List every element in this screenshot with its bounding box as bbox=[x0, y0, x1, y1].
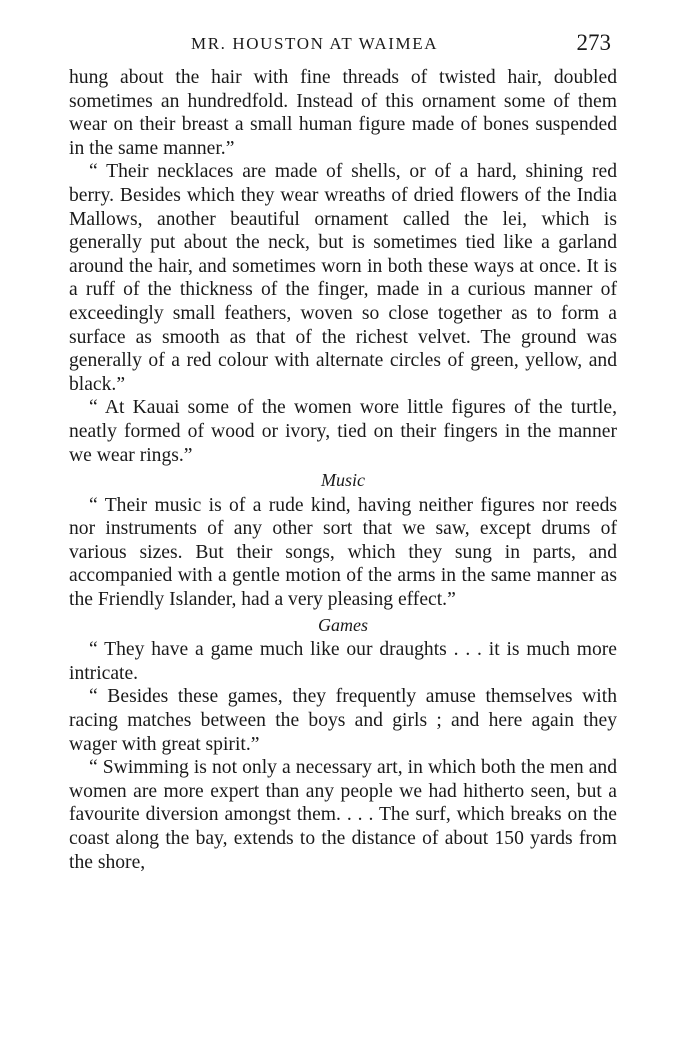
paragraph-draughts: “ They have a game much like our draughts . . . it is much more intricate. bbox=[69, 639, 617, 684]
paragraph-hair-ornaments: hung about the hair with fine threads of twisted hair, doubled sometimes an hundredfold. Instead of this ornament some of them wear on their breast a small human figure made of bones suspended in the same manner.” bbox=[69, 67, 617, 159]
book-page bbox=[69, 30, 617, 874]
running-title: MR. HOUSTON AT WAIMEA bbox=[191, 34, 439, 53]
paragraph-necklaces: “ Their necklaces are made of shells, or of a hard, shining red berry. Besides which they wear wreaths of dried flowers of the India Mallows, another beautiful ornament called the lei, which is generally put about the neck, but is sometimes tied like a garland around the hair, and sometimes worn in both these ways at once. It is a ruff of the thickness of the finger, made in a curious manner of exceedingly small feathers, woven so close together as to form a surface as smooth as that of the richest velvet. The ground was generally of a red colour with alternate circles of green, yellow, and black.” bbox=[69, 161, 617, 395]
page-number: 273 bbox=[576, 30, 611, 55]
section-heading-games: Games bbox=[318, 614, 368, 635]
paragraph-music: “ Their music is of a rude kind, having neither figures nor reeds nor instruments of any other sort that we saw, except drums of various sizes. But their songs, which they sung in parts, and accompanied with a gentle motion of the arms in the same manner as the Friendly Islander, had a very pleasing effect.” bbox=[69, 494, 617, 611]
paragraph-kauai-rings: “ At Kauai some of the women wore little figures of the turtle, neatly formed of wood or ivory, tied on their fingers in the manner we wear rings.” bbox=[69, 397, 617, 466]
paragraph-racing: “ Besides these games, they frequently amuse themselves with racing matches between the boys and girls ; and here again they wager with great spirit.” bbox=[69, 686, 617, 755]
section-heading-music: Music bbox=[321, 470, 365, 491]
paragraph-swimming: “ Swimming is not only a necessary art, in which both the men and women are more expert than any people we had hitherto seen, but a favourite diversion amongst them. . . . The surf, which breaks on the coast along the bay, extends to the distance of about 150 yards from the shore, bbox=[69, 757, 617, 873]
running-head bbox=[69, 30, 617, 66]
body-text bbox=[69, 66, 617, 874]
